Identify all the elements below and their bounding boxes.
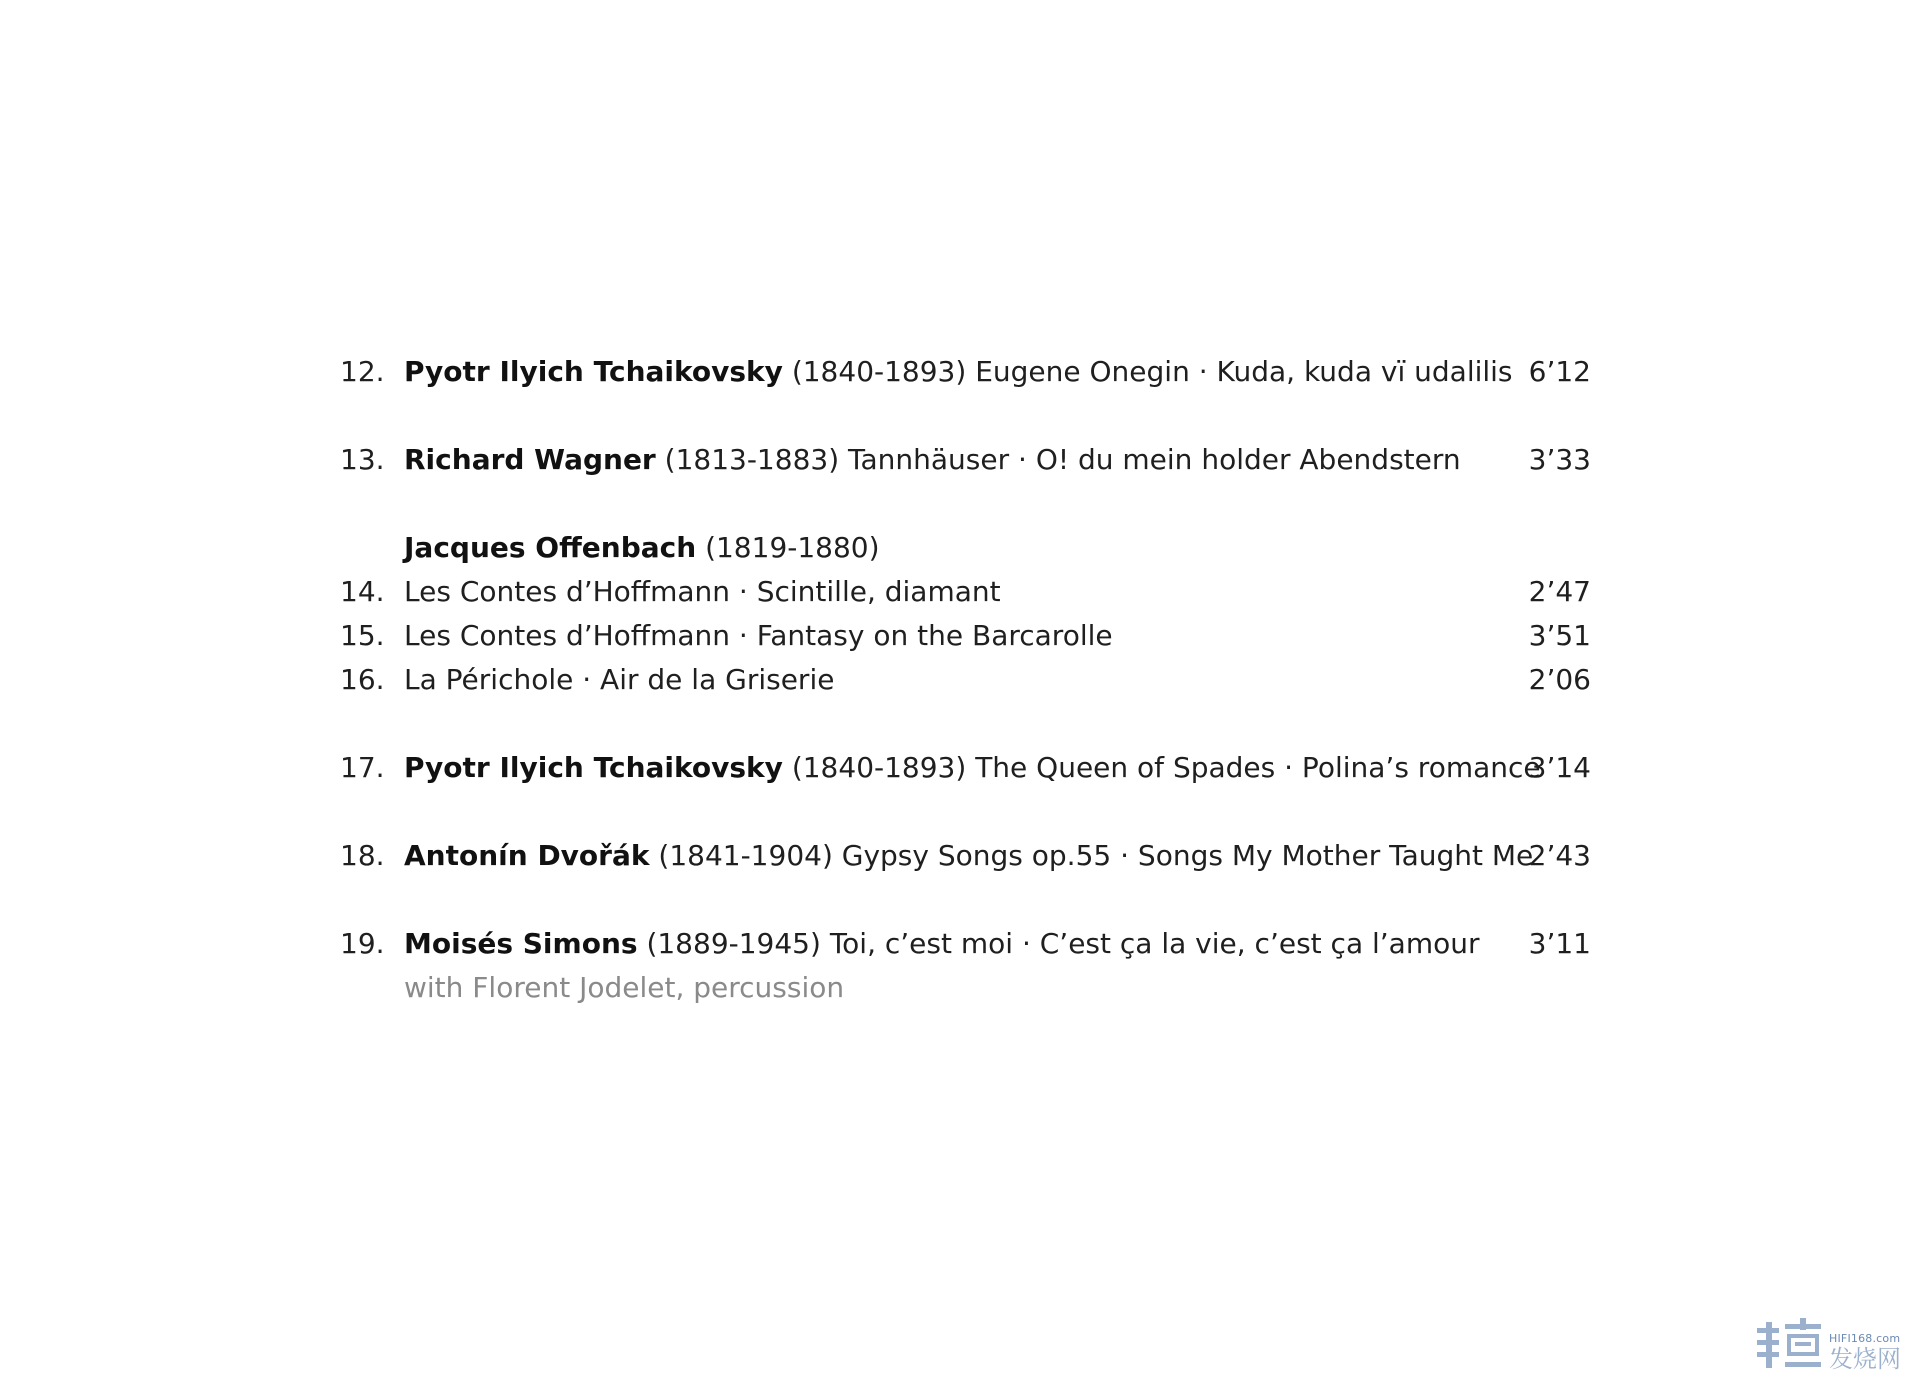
work-detail: Les Contes d’Hoffmann · Scintille, diamant xyxy=(404,575,1001,608)
track-duration: 3’11 xyxy=(1528,927,1591,960)
track-title xyxy=(404,438,1461,482)
work-detail: La Périchole · Air de la Griserie xyxy=(404,663,835,696)
composer-dates: (1819-1880) xyxy=(696,531,880,564)
composer-name: Pyotr Ilyich Tchaikovsky xyxy=(404,355,783,388)
track-note-row xyxy=(0,966,1927,1010)
composer-name: Moisés Simons xyxy=(404,927,638,960)
work-detail: (1840-1893) Eugene Onegin · Kuda, kuda vï udalilis xyxy=(782,355,1513,388)
track-duration: 3’14 xyxy=(1528,751,1591,784)
track-title xyxy=(404,834,1533,878)
work-detail: (1813-1883) Tannhäuser · O! du mein holder Abendstern xyxy=(655,443,1461,476)
work-detail: (1841-1904) Gypsy Songs op.55 · Songs My Mother Taught Me xyxy=(649,839,1534,872)
track-duration: 2’06 xyxy=(1528,663,1591,696)
composer-group-heading xyxy=(0,526,1927,570)
composer-name: Pyotr Ilyich Tchaikovsky xyxy=(404,751,783,784)
track-row xyxy=(0,658,1927,702)
track-title xyxy=(404,746,1541,790)
track-number: 18. xyxy=(340,839,385,872)
track-number: 17. xyxy=(340,751,385,784)
watermark-name: 发烧网 xyxy=(1829,1345,1901,1373)
performer-note: with Florent Jodelet, percussion xyxy=(404,971,845,1004)
track-row xyxy=(0,614,1927,658)
track-row xyxy=(0,350,1927,394)
track-title xyxy=(404,350,1513,394)
composer-name: Antonín Dvořák xyxy=(404,839,650,872)
track-number: 12. xyxy=(340,355,385,388)
track-row xyxy=(0,746,1927,790)
watermark-logo-icon xyxy=(1755,1318,1825,1372)
group-title xyxy=(404,526,880,570)
track-duration: 3’51 xyxy=(1528,619,1591,652)
work-detail: (1840-1893) The Queen of Spades · Polina’s romance xyxy=(782,751,1541,784)
track-number: 15. xyxy=(340,619,385,652)
work-detail: (1889-1945) Toi, c’est moi · C’est ça la vie, c’est ça l’amour xyxy=(637,927,1480,960)
composer-name: Richard Wagner xyxy=(404,443,656,476)
track-row xyxy=(0,438,1927,482)
watermark-site: HIFI168.com xyxy=(1829,1332,1901,1345)
track-duration: 2’43 xyxy=(1528,839,1591,872)
track-number: 13. xyxy=(340,443,385,476)
track-number: 14. xyxy=(340,575,385,608)
composer-name: Jacques Offenbach xyxy=(404,531,697,564)
track-number: 19. xyxy=(340,927,385,960)
track-number: 16. xyxy=(340,663,385,696)
track-duration: 6’12 xyxy=(1528,355,1591,388)
track-row xyxy=(0,922,1927,966)
track-title xyxy=(404,922,1480,966)
work-detail: Les Contes d’Hoffmann · Fantasy on the Barcarolle xyxy=(404,619,1113,652)
track-row xyxy=(0,834,1927,878)
track-duration: 2’47 xyxy=(1528,575,1591,608)
watermark-logo xyxy=(1755,1318,1915,1374)
track-duration: 3’33 xyxy=(1528,443,1591,476)
track-row xyxy=(0,570,1927,614)
